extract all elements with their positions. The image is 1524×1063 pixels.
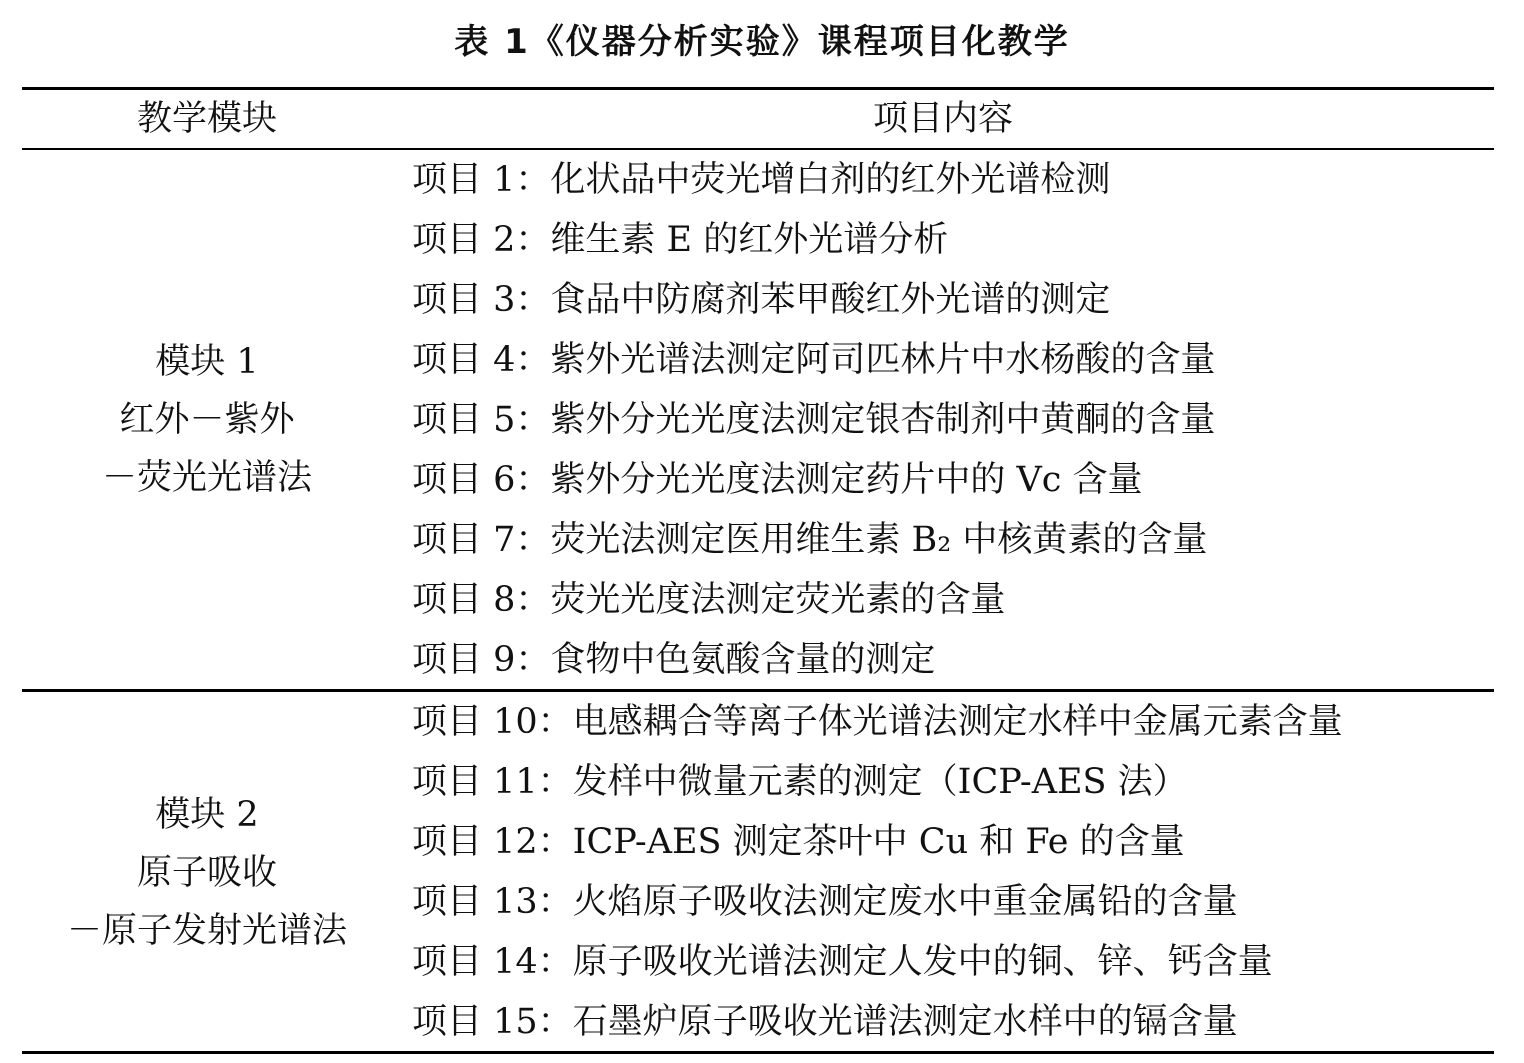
- project-item: 项目 8：荧光光度法测定荧光素的含量: [412, 580, 1006, 620]
- module-label-line: －荧光光谱法: [101, 458, 312, 498]
- bottom-rule: [22, 1051, 1494, 1054]
- project-item: 项目 9：食物中色氨酸含量的测定: [412, 640, 936, 680]
- project-item: 项目 13：火焰原子吸收法测定废水中重金属铅的含量: [412, 882, 1238, 922]
- project-item: 项目 4：紫外光谱法测定阿司匹林片中水杨酸的含量: [412, 340, 1216, 380]
- module-label-line: 模块 1: [155, 342, 259, 382]
- module-1-items: [412, 150, 1215, 690]
- module-label-line: 原子吸收: [136, 853, 277, 893]
- module-2-label: [22, 786, 392, 960]
- header-module: 教学模块: [136, 99, 277, 139]
- module-1-label: [22, 333, 392, 507]
- module-label-line: 红外－紫外: [119, 400, 295, 440]
- module-label-line: －原子发射光谱法: [66, 911, 347, 951]
- project-item: 项目 14：原子吸收光谱法测定人发中的铜、锌、钙含量: [412, 942, 1273, 982]
- module-2-items: [412, 692, 1343, 1052]
- project-item: 项目 2：维生素 E 的红外光谱分析: [412, 220, 949, 260]
- project-item: 项目 6：紫外分光光度法测定药片中的 Vc 含量: [412, 460, 1143, 500]
- project-item: 项目 1：化状品中荧光增白剂的红外光谱检测: [412, 160, 1111, 200]
- project-item: 项目 12：ICP-AES 测定茶叶中 Cu 和 Fe 的含量: [412, 822, 1185, 862]
- project-item: 项目 10：电感耦合等离子体光谱法测定水样中金属元素含量: [412, 702, 1343, 742]
- project-item: 项目 3：食品中防腐剂苯甲酸红外光谱的测定: [412, 280, 1111, 320]
- project-item: 项目 7：荧光法测定医用维生素 B₂ 中核黄素的含量: [412, 520, 1208, 560]
- project-item: 项目 5：紫外分光光度法测定银杏制剂中黄酮的含量: [412, 400, 1216, 440]
- header-content: 项目内容: [872, 99, 1013, 139]
- project-item: 项目 15：石墨炉原子吸收光谱法测定水样中的镉含量: [412, 1002, 1238, 1042]
- table-title: 表 1《仪器分析实验》课程项目化教学: [454, 22, 1070, 62]
- project-item: 项目 11：发样中微量元素的测定（ICP-AES 法）: [412, 762, 1188, 802]
- module-label-line: 模块 2: [155, 795, 259, 835]
